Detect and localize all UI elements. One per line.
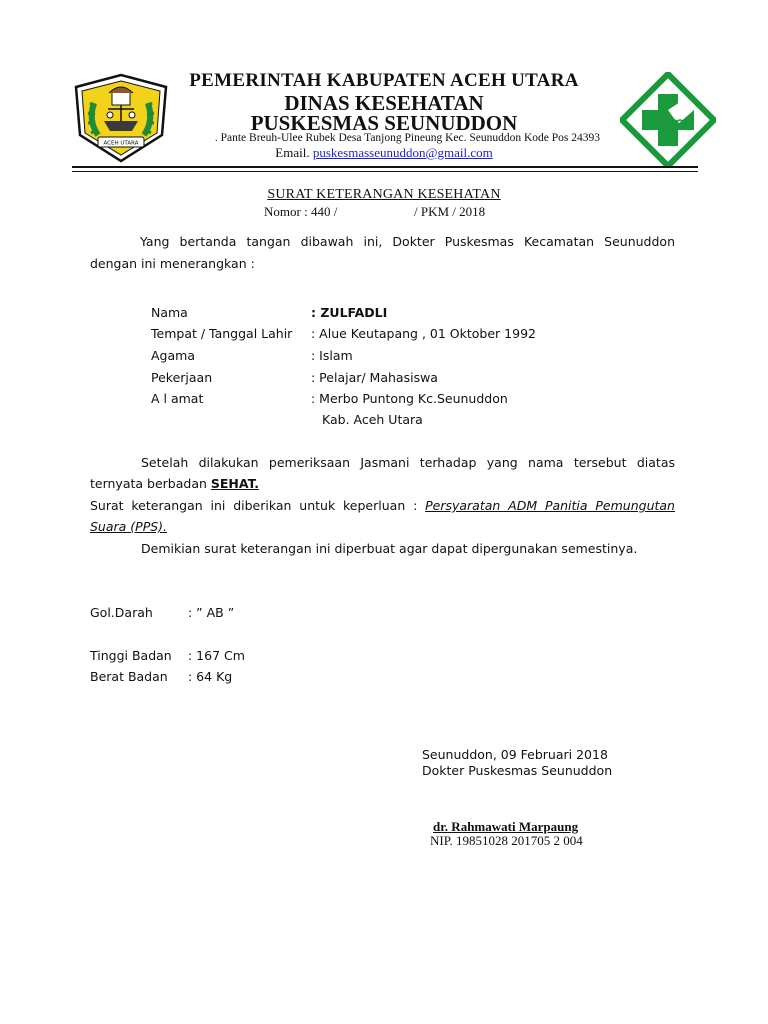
header-government: PEMERINTAH KABUPATEN ACEH UTARA bbox=[189, 70, 579, 91]
place-date: Seunuddon, 09 Februari 2018 bbox=[422, 747, 608, 762]
intro-line-1: Yang bertanda tangan dibawah ini, Dokter Puskesmas Kecamatan Seunuddon bbox=[140, 234, 675, 249]
field-label-birth: Tempat / Tanggal Lahir bbox=[151, 326, 293, 341]
blood-type-label: Gol.Darah bbox=[90, 605, 153, 620]
header-address: . Pante Breuh-Ulee Rubek Desa Tanjong Pineung Kec. Seunuddon Kode Pos 24393 bbox=[214, 132, 600, 144]
purpose-line-2: Suara (PPS). bbox=[90, 519, 168, 534]
document-number-right: / PKM / 2018 bbox=[414, 204, 486, 219]
result-prefix: ternyata berbadan bbox=[90, 476, 211, 491]
field-label-religion: Agama bbox=[151, 348, 195, 363]
field-label-occupation: Pekerjaan bbox=[151, 370, 213, 385]
field-value-religion: : Islam bbox=[311, 348, 353, 363]
header-rule-thin bbox=[72, 171, 698, 172]
document-number-left: Nomor : 440 / bbox=[264, 204, 338, 219]
closing-statement: Demikian surat keterangan ini diperbuat agar dapat dipergunakan semestinya. bbox=[141, 541, 638, 556]
blood-type-value: : ” AB ” bbox=[188, 605, 235, 620]
weight-value: : 64 Kg bbox=[188, 669, 233, 684]
header-office: DINAS KESEHATAN bbox=[284, 91, 484, 115]
field-value-occupation: : Pelajar/ Mahasiswa bbox=[311, 370, 438, 385]
field-label-name: Nama bbox=[151, 305, 188, 320]
weight-label: Berat Badan bbox=[90, 669, 168, 684]
field-value-address: : Merbo Puntong Kc.Seunuddon bbox=[311, 391, 508, 406]
height-label: Tinggi Badan bbox=[90, 648, 172, 663]
field-value-name: : ZULFADLI bbox=[311, 305, 388, 320]
seal-label: ACEH UTARA bbox=[103, 140, 139, 147]
field-value-birth: : Alue Keutapang , 01 Oktober 1992 bbox=[311, 326, 536, 341]
result-line-1: Setelah dilakukan pemeriksaan Jasmani terhadap yang nama tersebut diatas bbox=[141, 455, 675, 470]
intro-line-2: dengan ini menerangkan : bbox=[90, 256, 255, 271]
header-rule-thick bbox=[72, 166, 698, 168]
result-line-2 bbox=[90, 476, 259, 491]
header-email bbox=[0, 145, 768, 161]
result-status: SEHAT. bbox=[210, 476, 259, 491]
purpose-text: Persyaratan ADM Panitia Pemungutan bbox=[425, 498, 675, 513]
email-link[interactable]: puskesmasseunuddon@gmail.com bbox=[312, 145, 493, 160]
email-label: Email. bbox=[275, 145, 310, 160]
height-value: : 167 Cm bbox=[188, 648, 245, 663]
signer-name: dr. Rahmawati Marpaung bbox=[433, 819, 579, 834]
signer-title: Dokter Puskesmas Seunuddon bbox=[422, 763, 613, 778]
header-puskesmas: PUSKESMAS SEUNUDDON bbox=[250, 111, 518, 135]
purpose-prefix: Surat keterangan ini diberikan untuk keperluan : bbox=[90, 498, 426, 513]
signer-nip: NIP. 19851028 201705 2 004 bbox=[430, 833, 583, 848]
field-label-address: A l amat bbox=[151, 391, 204, 406]
field-value-address-cont: Kab. Aceh Utara bbox=[322, 412, 423, 427]
purpose-line-1 bbox=[90, 498, 675, 513]
document-title: SURAT KETERANGAN KESEHATAN bbox=[267, 187, 501, 202]
